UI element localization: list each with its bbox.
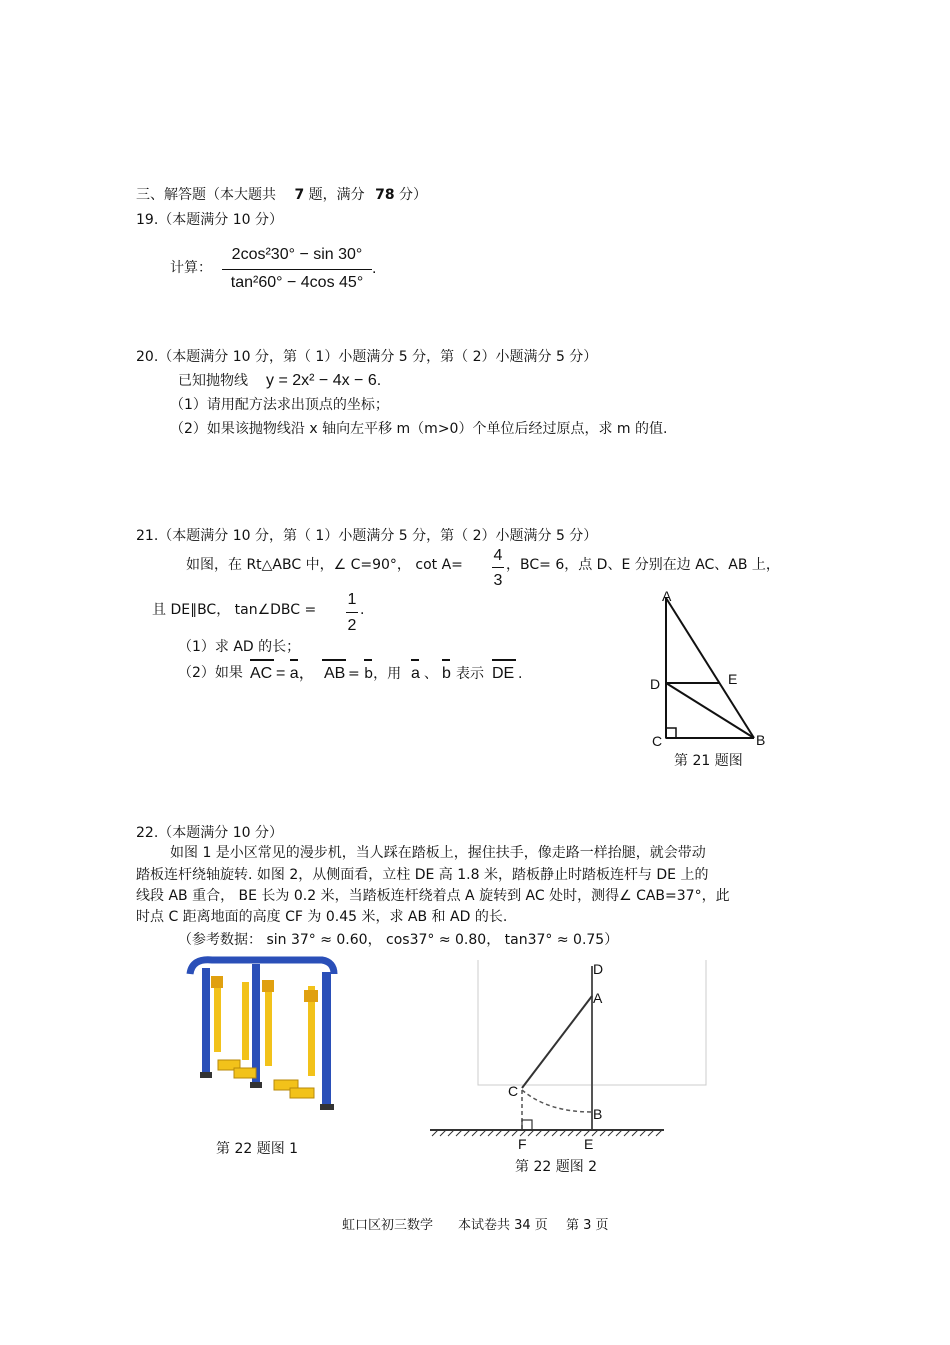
vector-arrow-a1 (290, 659, 298, 661)
q19-denominator: tan²60° − 4cos 45° (230, 274, 364, 291)
q22-reference-data: （参考数据： sin 37° ≈ 0.60， cos37° ≈ 0.80， tan37° ≈ 0.75） (178, 932, 619, 948)
q19-header: 19.（本题满分 10 分） (136, 212, 283, 228)
q21-figure-caption: 第 21 题图 (674, 753, 743, 769)
q19-numerator: 2cos²30° − sin 30° (231, 246, 363, 263)
q21-cot-denominator: 3 (493, 572, 503, 589)
q21-line2a: 且 DE∥BC， tan∠DBC = (152, 602, 317, 618)
q20-part2: （2）如果该抛物线沿 x 轴向左平移 m（m>0）个单位后经过原点，求 m 的值. (170, 421, 668, 437)
q21-vec-a: a (411, 665, 420, 682)
footer-subject: 虹口区初三数学 (342, 1218, 434, 1233)
q20-part1: （1）请用配方法求出顶点的坐标； (170, 397, 389, 413)
q21-express: 表示 (456, 666, 484, 682)
q21-header: 21.（本题满分 10 分，第（ 1）小题满分 5 分，第（ 2）小题满分 5 分） (136, 528, 598, 544)
section-prefix: 三、解答题（本大题共 (136, 187, 276, 203)
q22-para2: 踏板连杆绕轴旋转. 如图 2，从侧面看，立柱 DE 高 1.8 米，踏板静止时踏板连杆与 DE 上的 (136, 867, 709, 883)
q20-header: 20.（本题满分 10 分，第（ 1）小题满分 5 分，第（ 2）小题满分 5 分） (136, 349, 598, 365)
q22-figure2-caption: 第 22 题图 2 (515, 1159, 598, 1175)
q21-vec-ab: AB (324, 665, 346, 682)
q21-eq-b: = b，用 (348, 666, 402, 682)
section-heading (136, 186, 427, 204)
q19-period: . (372, 260, 377, 277)
vector-arrow-de (492, 659, 516, 661)
q21-tan-bar (346, 612, 358, 613)
footer-page-number: 第 3 页 (566, 1218, 609, 1233)
q22-para1: 如图 1 是小区常见的漫步机，当人踩在踏板上，握住扶手，像走路一样抬腿，就会带动 (170, 845, 706, 861)
q22-figure2-diagram (428, 960, 668, 1160)
vector-arrow-a2 (411, 659, 419, 661)
q22-header: 22.（本题满分 10 分） (136, 825, 283, 841)
q22-figure1-caption: 第 22 题图 1 (216, 1141, 299, 1157)
q21-sep: 、 (424, 666, 438, 682)
q22-point-e: E (584, 1136, 594, 1152)
vector-arrow-ab (322, 659, 346, 661)
vector-arrow-b1 (364, 659, 372, 661)
q21-eq-a: = a， (276, 665, 315, 682)
q22-point-a: A (593, 990, 603, 1006)
walking-machine-image (182, 954, 352, 1114)
q21-line1a: 如图，在 Rt△ABC 中，∠ C=90°， cot A= (186, 557, 463, 573)
q21-part1: （1）求 AD 的长； (178, 639, 301, 655)
q21-end: . (518, 666, 523, 682)
q20-intro: 已知抛物线 (178, 373, 248, 389)
q22-point-c: C (508, 1083, 519, 1099)
q20-equation: y = 2x² − 4x − 6. (266, 372, 382, 389)
q21-vec-b: b (442, 665, 451, 682)
vector-arrow-b2 (442, 659, 450, 661)
q21-vec-ac: AC (250, 665, 273, 682)
q21-triangle-figure (640, 588, 770, 748)
q22-point-d: D (593, 961, 604, 977)
q21-vec-de: DE (492, 665, 515, 682)
q19-fraction-bar (222, 269, 372, 270)
q21-cot-numerator: 4 (493, 547, 503, 564)
q22-para4: 时点 C 距离地面的高度 CF 为 0.45 米，求 AB 和 AD 的长. (136, 909, 508, 925)
q22-point-f: F (518, 1136, 527, 1152)
q22-point-b: B (593, 1106, 603, 1122)
q22-para3: 线段 AB 重合， BE 长为 0.2 米，当踏板连杆绕着点 A 旋转到 AC 处时，测得∠ CAB=37°，此 (136, 888, 730, 904)
footer-total-pages: 本试卷共 34 页 (458, 1218, 548, 1233)
section-mid: 题，满分 (308, 187, 365, 203)
q21-line2b: . (360, 602, 365, 618)
q21-cot-bar (492, 567, 504, 568)
q21-tan-numerator: 1 (347, 591, 357, 608)
q21-part2-prefix: （2）如果 (178, 665, 243, 681)
vector-arrow-ac (250, 659, 274, 661)
q21-point-d: D (650, 676, 661, 692)
q19-label: 计算： (170, 260, 212, 276)
q21-point-e: E (728, 671, 738, 687)
section-count: 7 (294, 187, 305, 203)
q21-point-b: B (756, 732, 766, 748)
q21-point-a: A (662, 588, 672, 604)
section-suffix: 分） (399, 187, 428, 203)
q21-tan-denominator: 2 (347, 617, 357, 634)
q21-point-c: C (652, 733, 663, 749)
section-score: 78 (375, 187, 395, 203)
q21-line1b: ，BC= 6，点 D、E 分别在边 AC、AB 上， (506, 557, 780, 573)
